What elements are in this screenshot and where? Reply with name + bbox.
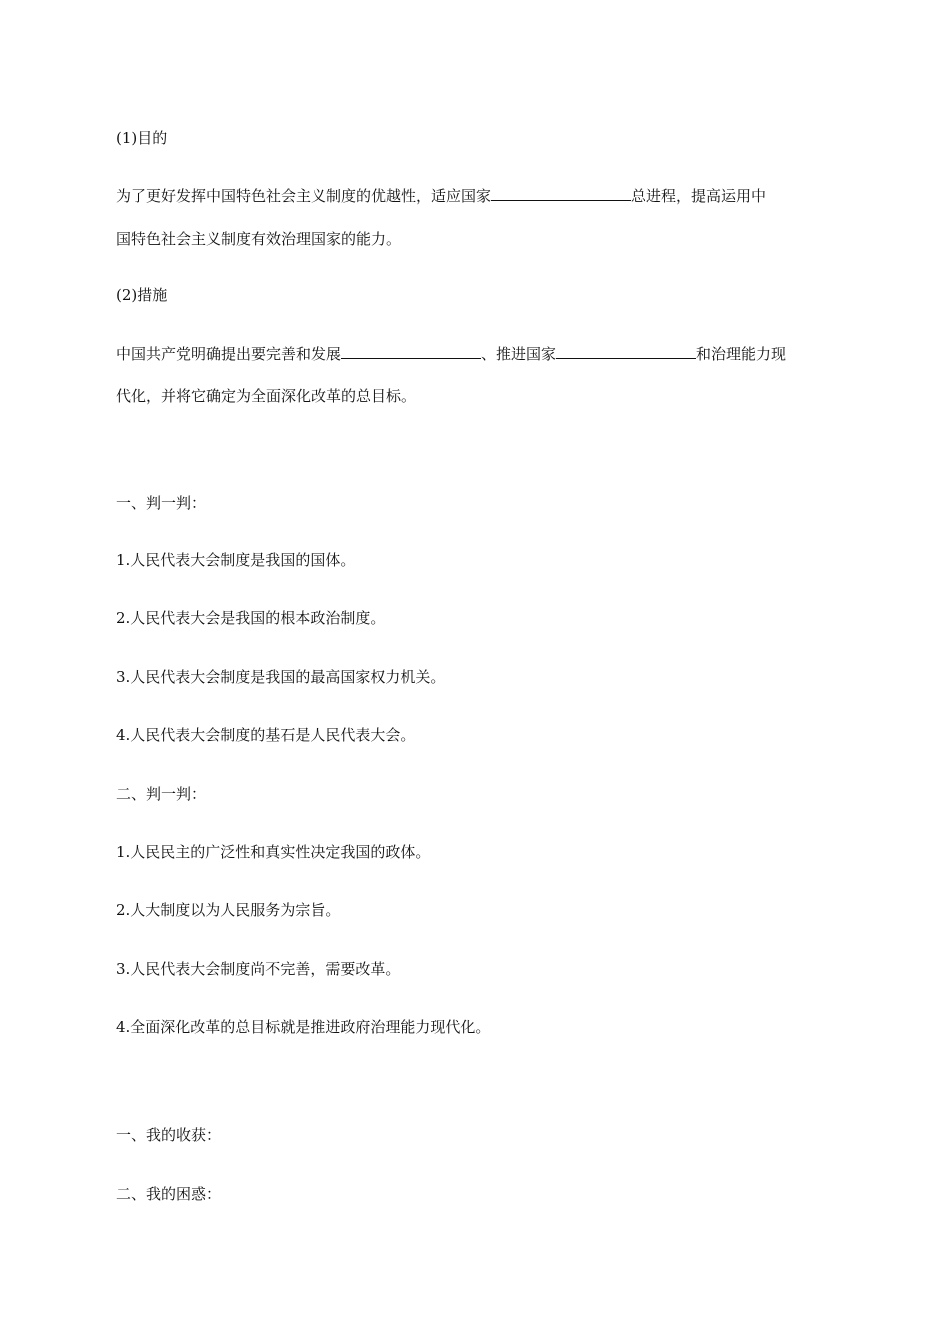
judge-one-item: 2.人民代表大会是我国的根本政治制度。 [116,609,386,627]
judge-one-item: 3.人民代表大会制度是我国的最高国家权力机关。 [116,668,446,686]
aim-line-2: 国特色社会主义制度有效治理国家的能力。 [116,230,402,248]
judge-two-item: 3.人民代表大会制度尚不完善，需要改革。 [116,960,401,978]
judge-two-item: 4.全面深化改革的总目标就是推进政府治理能力现代化。 [116,1018,491,1036]
judge-two-item: 2.人大制度以为人民服务为宗旨。 [116,901,341,919]
judge-two-heading: 二、判一判： [116,785,207,803]
judge-one-item: 1.人民代表大会制度是我国的国体。 [116,551,356,569]
measures-text-b: 、推进国家 [481,345,557,363]
measures-text-c: 和治理能力现 [696,345,787,363]
measures-text-a: 中国共产党明确提出要完善和发展 [116,345,342,363]
judge-one-heading: 一、判一判： [116,494,207,512]
aim-text-b: 总进程，提高运用中 [631,187,767,205]
aim-heading: (1)目的 [116,129,168,147]
measures-blank-1[interactable] [341,344,481,359]
judge-two-item: 1.人民民主的广泛性和真实性决定我国的政体。 [116,843,431,861]
measures-blank-2[interactable] [556,344,696,359]
aim-blank-1[interactable] [491,186,631,201]
judge-one-item: 4.人民代表大会制度的基石是人民代表大会。 [116,726,416,744]
measures-line-1 [116,344,836,364]
gain-heading: 一、我的收获： [116,1126,222,1144]
measures-heading: (2)措施 [116,286,168,304]
measures-line-2: 代化，并将它确定为全面深化改革的总目标。 [116,387,417,405]
aim-line-1 [116,186,836,206]
aim-text-a: 为了更好发挥中国特色社会主义制度的优越性，适应国家 [116,187,492,205]
confusion-heading: 二、我的困惑： [116,1185,222,1203]
